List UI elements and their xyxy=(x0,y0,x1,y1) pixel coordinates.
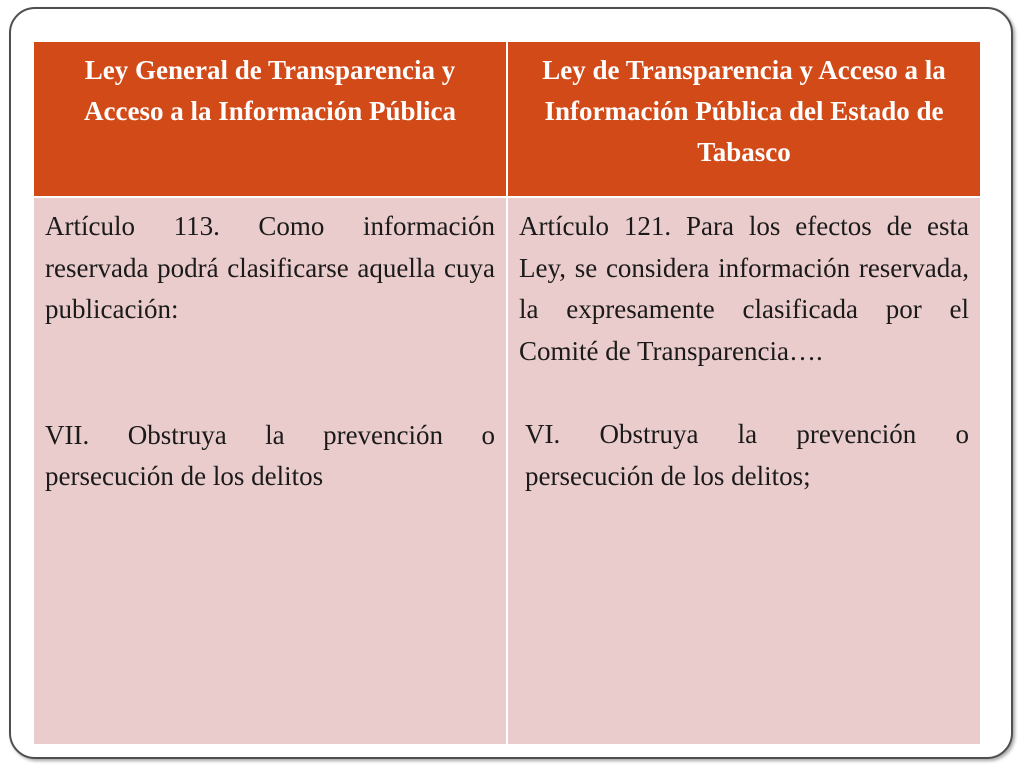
header-ley-tabasco-text: Ley de Transparencia y Acceso a la Información Pública del Estado de Tabasco xyxy=(542,55,946,167)
header-ley-tabasco xyxy=(508,42,980,196)
article-121-text: Artículo 121. Para los efectos de esta Ley, se considera información reservada, la expresamente clasificada por el Comité de Transparencia…. xyxy=(519,211,969,366)
article-113-text: Artículo 113. Como información reservada podrá clasificarse aquella cuya publicación: xyxy=(45,211,495,324)
body-ley-general xyxy=(34,198,506,744)
paragraph-gap xyxy=(45,331,495,415)
header-ley-general-text: Ley General de Transparencia y Acceso a la Información Pública xyxy=(84,55,456,126)
fraction-vii-text: VII. Obstruya la prevención o persecución de los delitos xyxy=(45,419,495,491)
fraction-vi-text: VI. Obstruya la prevención o persecución de los delitos; xyxy=(525,419,969,491)
header-ley-general xyxy=(34,42,506,196)
comparison-table xyxy=(34,42,980,744)
paragraph-gap xyxy=(519,372,969,414)
body-ley-tabasco xyxy=(508,198,980,744)
